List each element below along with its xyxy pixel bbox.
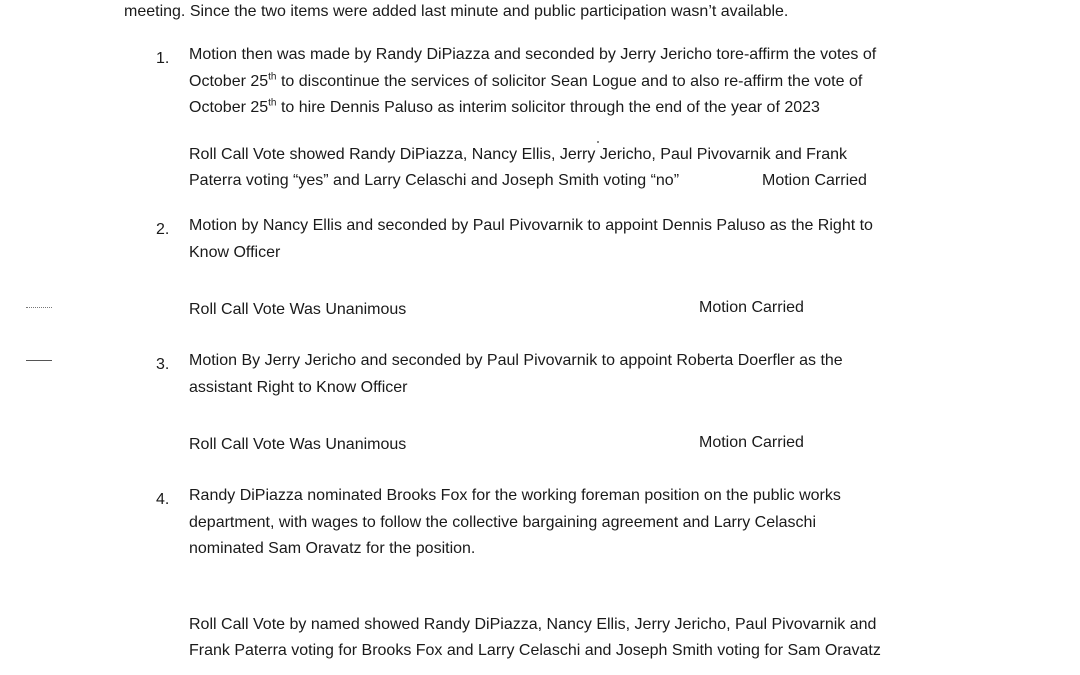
- motion-result: Motion Carried: [699, 299, 804, 316]
- item-line: department, with wages to follow the collective bargaining agreement and Larry Celaschi: [189, 513, 817, 531]
- item-line: Motion By Jerry Jericho and seconded by Paul Pivovarnik to appoint Roberta Doerfler as the: [189, 352, 843, 369]
- intro-text: meeting. Since the two items were added last minute and public participation wasn’t available.: [124, 3, 789, 20]
- item-text: [189, 213, 873, 266]
- item-line: October 25th to discontinue the services of solicitor Sean Logue and to also re-affirm the vote of: [189, 71, 863, 90]
- roll-call-line: Roll Call Vote Was Unanimous: [189, 301, 407, 318]
- roll-call-line: Frank Paterra voting for Brooks Fox and Larry Celaschi and Joseph Smith voting for Sam Oravatz: [189, 642, 881, 659]
- roll-call-text: [189, 432, 406, 458]
- item-text: [189, 348, 843, 401]
- roll-call-line: Roll Call Vote Was Unanimous: [189, 436, 407, 453]
- item-line: October 25th to hire Dennis Paluso as interim solicitor through the end of the year of 2023: [189, 97, 820, 116]
- item-number: 3.: [156, 356, 170, 373]
- roll-call-text: [189, 142, 847, 194]
- item-number: 4.: [156, 491, 170, 508]
- item-line: Know Officer: [189, 243, 281, 261]
- roll-call-text: [189, 297, 406, 323]
- motion-result: Motion Carried: [699, 434, 804, 451]
- item-line: nominated Sam Oravatz for the position.: [189, 540, 476, 557]
- roll-call-line: Paterra voting “yes” and Larry Celaschi and Joseph Smith voting “no”: [189, 172, 680, 189]
- item-number: 2.: [156, 221, 170, 238]
- item-line: Randy DiPiazza nominated Brooks Fox for the working foreman position on the public works: [189, 487, 841, 504]
- margin-mark: [26, 360, 52, 361]
- motion-result: Motion Carried: [762, 172, 867, 189]
- item-number: 1.: [156, 50, 170, 67]
- margin-mark: [26, 307, 52, 308]
- item-text: [189, 483, 841, 563]
- item-line: Motion then was made by Randy DiPiazza and seconded by Jerry Jericho tore-affirm the votes of: [189, 46, 877, 63]
- roll-call-line: Roll Call Vote by named showed Randy DiPiazza, Nancy Ellis, Jerry Jericho, Paul Pivovarnik and: [189, 616, 877, 633]
- roll-call-line: Roll Call Vote showed Randy DiPiazza, Nancy Ellis, Jerry Jericho, Paul Pivovarnik and Frank: [189, 146, 848, 163]
- item-line: assistant Right to Know Officer: [189, 378, 408, 396]
- item-line: Motion by Nancy Ellis and seconded by Paul Pivovarnik to appoint Dennis Paluso as the Right to: [189, 217, 873, 234]
- roll-call-text: [189, 612, 881, 664]
- item-text: [189, 42, 876, 122]
